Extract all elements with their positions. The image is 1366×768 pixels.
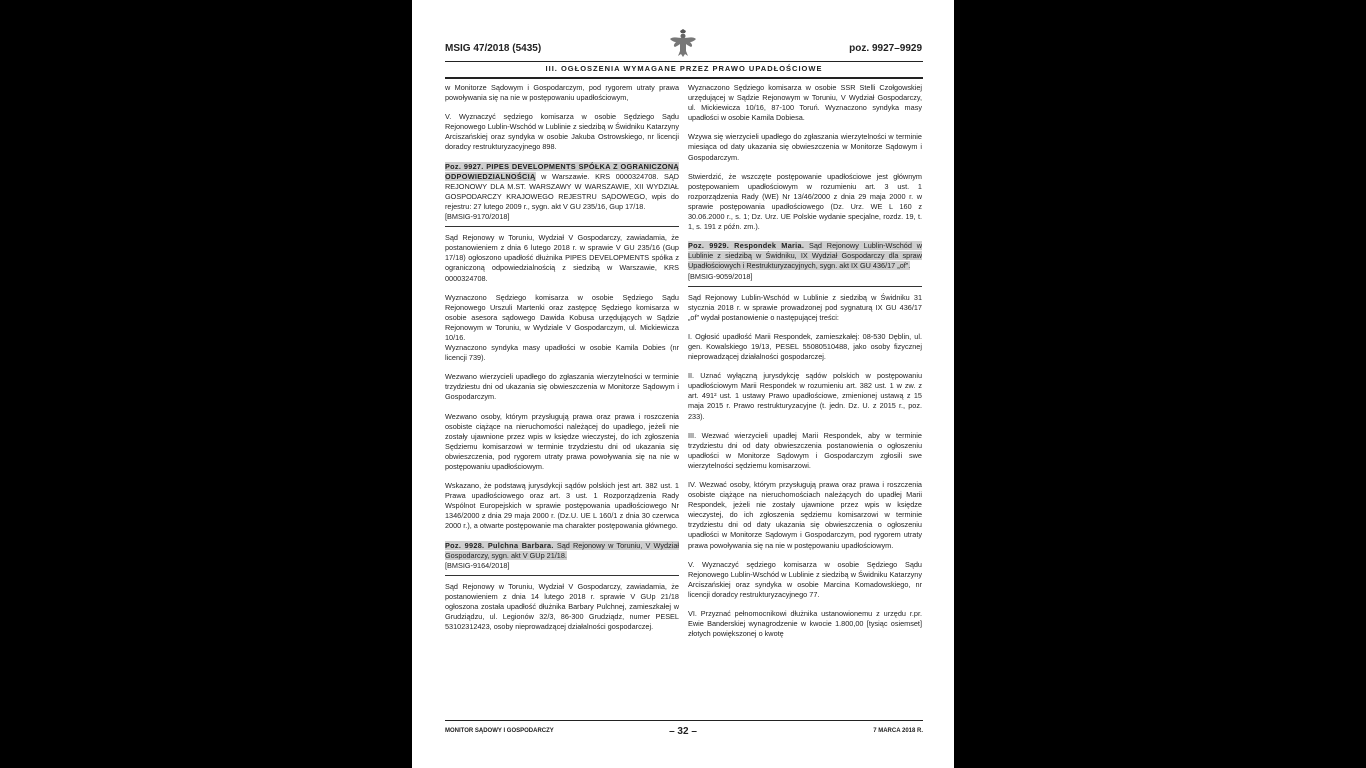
publication-date: 7 MARCA 2018 R. (873, 728, 923, 734)
entry-title-highlight (445, 541, 679, 560)
footer-rule (445, 720, 923, 721)
paragraph: Wezwano wierzycieli upadłego do zgłaszania wierzytelności w terminie trzydziestu dni od ukazania się obwieszczenia w Monitorze Sądowym i Gospodarczym. (445, 372, 679, 402)
entry-title: Poz. 9928. Pulchna Barbara. (445, 540, 554, 550)
paragraph: Sąd Rejonowy w Toruniu, Wydział V Gospodarczy, zawiadamia, że postanowieniem z dnia 6 lutego 2018 r. w sprawie V GU 235/16 (Gup 17/18) ogłoszono upadłość dłużnika PIPES DEVELOPMENTS spółka z ograniczoną odpowiedzialnością z siedzibą w Warszawie, KRS 0000324708. (445, 233, 679, 283)
entry-details: Sąd Rejonowy w Toruniu, V Wydział Gospodarczy, sygn. akt V GUp 21/18. (445, 540, 679, 560)
publication-name: MONITOR SĄDOWY I GOSPODARCZY (445, 728, 554, 734)
paragraph: II. Uznać wyłączną jurysdykcję sądów polskich w postępowaniu upadłościowym Marii Respondek w rozumieniu art. 382 ust. 1 w zw. z art. 491² ust. 1 ustawy Prawo upadłościowe, zmienionej ustawą z 15 maja 2015 r. Prawo restrukturyzacyjne (t. jedn. Dz. U. z 2015 r., poz. 233). (688, 371, 922, 421)
paragraph: Wezwano osoby, którym przysługują prawa oraz prawa i roszczenia osobiste ciążące na nieruchomości należącej do upadłego, jeżeli nie zostały ujawnione przez wpis w księdze wieczystej, do ich zgłoszenia Sędziemu komisarzowi w terminie trzydziestu dni od ukazania się obwieszczenia, pod rygorem utraty prawa powoływania się na nie w postępowaniu upadłościowym. (445, 411, 679, 471)
entry-title-highlight (688, 241, 922, 270)
paragraph: V. Wyznaczyć sędziego komisarza w osobie Sędziego Sądu Rejonowego Lublin-Wschód w Lublinie z siedzibą w Świdniku Katarzyny Arciszańskiej oraz syndyka w osobie Marcina Komadowskiego, nr licencji doradcy restrukturyzacyjnego 77. (688, 559, 922, 599)
entry-code: [BMSIG-9170/2018] (445, 212, 510, 222)
paragraph: I. Ogłosić upadłość Marii Respondek, zamieszkałej: 08-530 Dęblin, ul. gen. Kowalskiego 19/13, PESEL 55080510488, jako osoby fizycznej nieprowadzącej działalności gospodarczej. (688, 331, 922, 362)
paragraph: Wzywa się wierzycieli upadłego do zgłaszania wierzytelności w terminie miesiąca od daty ukazania się obwieszczenia w Monitorze Sądowym i Gospodarczym. (688, 132, 922, 162)
issue-number: MSIG 47/2018 (5435) (445, 43, 542, 54)
left-column (445, 83, 679, 711)
right-column (688, 83, 922, 711)
entry-9927 (445, 162, 679, 228)
eagle-emblem-icon (669, 28, 697, 58)
entry-details: w Warszawie. KRS 0000324708. SĄD REJONOWY DLA M.ST. WARSZAWY W WARSZAWIE, XII WYDZIAŁ GOSPODARCZY KRAJOWEGO REJESTRU SĄDOWEGO, wpis do rejestru: 27 lutego 2009 r., sygn. akt V GU 235/16, Gup 17/18. (445, 171, 679, 211)
paragraph: III. Wezwać wierzycieli upadłej Marii Respondek, aby w terminie trzydziestu dni od daty obwieszczenia postanowienia o ogłoszeniu upadłości w Monitorze Sądowym i Gospodarczym zgłosili swe wierzytelności sędziemu komisarzowi. (688, 430, 922, 470)
paragraph: VI. Przyznać pełnomocnikowi dłużnika ustanowionemu z urzędu r.pr. Ewie Banderskiej wynagrodzenie w kwocie 1.800,00 [tysiąc osiemset] złotych powiększonej o kwotę (688, 609, 922, 639)
entry-title: Poz. 9929. Respondek Maria. (688, 241, 805, 251)
header-rule (445, 61, 923, 62)
paragraph: Wyznaczono syndyka masy upadłości w osobie Kamila Dobies (nr licencji 739). (445, 343, 679, 363)
paragraph: Wyznaczono Sędziego komisarza w osobie Sędziego Sądu Rejonowego Urszuli Martenki oraz zastępcę Sędziego komisarza w osobie asesora sądowego Dawida Kobusa urzędujących w Sądzie Rejonowym w Toruniu, w Wydziale V Gospodarczym, ul. Mickiewicza 10/16. (445, 292, 679, 342)
section-rule (445, 77, 923, 79)
entry-code: [BMSIG-9059/2018] (688, 271, 753, 281)
paragraph: IV. Wezwać osoby, którym przysługują prawa oraz prawa i roszczenia osobiste ciążące na nieruchomościach należących do upadłej Marii Respondek, jeżeli nie zostały ujawnione przez wpis w księdze wieczystej, do ich zgłoszenia sędziemu komisarzowi w terminie trzydziestu dni od daty ukazania się obwieszczenia o ogłoszeniu upadłości w Monitorze Sądowym i Gospodarczym, pod rygorem utraty prawa powoływania się na nie w postępowaniu upadłościowym. (688, 480, 922, 550)
section-title: III. OGŁOSZENIA WYMAGANE PRZEZ PRAWO UPADŁOŚCIOWE (545, 64, 823, 73)
paragraph: V. Wyznaczyć sędziego komisarza w osobie Sędziego Sądu Rejonowego Lublin-Wschód w Lublinie z siedzibą w Świdniku Katarzyny Arciszańskiej oraz syndyka w osobie Jakuba Ostrowskiego, nr licencji doradcy restrukturyzacyjnego 898. (445, 112, 679, 152)
paragraph: Sąd Rejonowy w Toruniu, Wydział V Gospodarczy, zawiadamia, że postanowieniem z dnia 14 lutego 2018 r. sprawie V GUp 21/18 ogłoszona została upadłość dłużnika Barbary Pulchnej, zamieszkałej w Grudziądzu, ul. Legionów 32/3, 86-300 Grudziądz, numer PESEL 53102312423, osoby nieprowadzącej działalności gospodarczej. (445, 581, 679, 632)
entry-title: Poz. 9927. PIPES DEVELOPMENTS SPÓŁKA Z OGRANICZONĄ ODPOWIEDZIALNOŚCIĄ (445, 161, 679, 181)
paragraph: w Monitorze Sądowym i Gospodarczym, pod rygorem utraty prawa powoływania się na nie w postępowaniu upadłościowym, (445, 83, 679, 103)
entry-9928 (445, 541, 679, 576)
position-range: poz. 9927–9929 (849, 43, 922, 54)
paragraph: Wskazano, że podstawą jurysdykcji sądów polskich jest art. 382 ust. 1 Prawa upadłościowego oraz art. 3 ust. 1 Rozporządzenia Rady Wspólnot Europejskich w sprawie postępowania upadłościowego Nr 1346/2000 z dnia 29 maja 2000 r. (Dz.U. UE L 160/1 z dnia 30 czerwca 2000 r.), a otwarte postępowanie ma charakter postępowania głównego. (445, 481, 679, 531)
paragraph: Stwierdzić, że wszczęte postępowanie upadłościowe jest głównym postępowaniem upadłościowym w rozumieniu art. 3 ust. 1 rozporządzenia Rady (WE) Nr 13/46/2000 z dnia 29 maja 2000 r. w sprawie postępowania upadłościowego (Dz. Urz. WE L 160 z 30.06.2000 r., s. 1; Dz. Urz. UE Polskie wydanie specjalne, rozdz. 19, t. 1, s. 191 z późn. zm.). (688, 171, 922, 232)
document-page (412, 0, 954, 768)
entry-9929 (688, 241, 922, 286)
page-number: – 32 – (669, 726, 697, 737)
entry-code: [BMSIG-9164/2018] (445, 560, 510, 570)
entry-details: Sąd Rejonowy Lublin-Wschód w Lublinie z siedzibą w Świdniku, IX Wydział Gospodarczy dla spraw Upadłościowych i Restrukturyzacyjnych, sygn. akt IX GU 436/17 „of”. (688, 241, 922, 271)
paragraph: Sąd Rejonowy Lublin-Wschód w Lublinie z siedzibą w Świdniku 31 stycznia 2018 r. w sprawie prowadzonej pod sygnaturą IX GU 436/17 „of” wydał postanowienie o następującej treści: (688, 292, 922, 322)
paragraph: Wyznaczono Sędziego komisarza w osobie SSR Stelli Czołgowskiej urzędującej w Sądzie Rejonowym w Toruniu, V Wydział Gospodarczy, ul. Mickiewicza 10/16, 87-100 Toruń. Wyznaczono syndyka masy upadłości w osobie Kamila Dobiesa. (688, 83, 922, 123)
